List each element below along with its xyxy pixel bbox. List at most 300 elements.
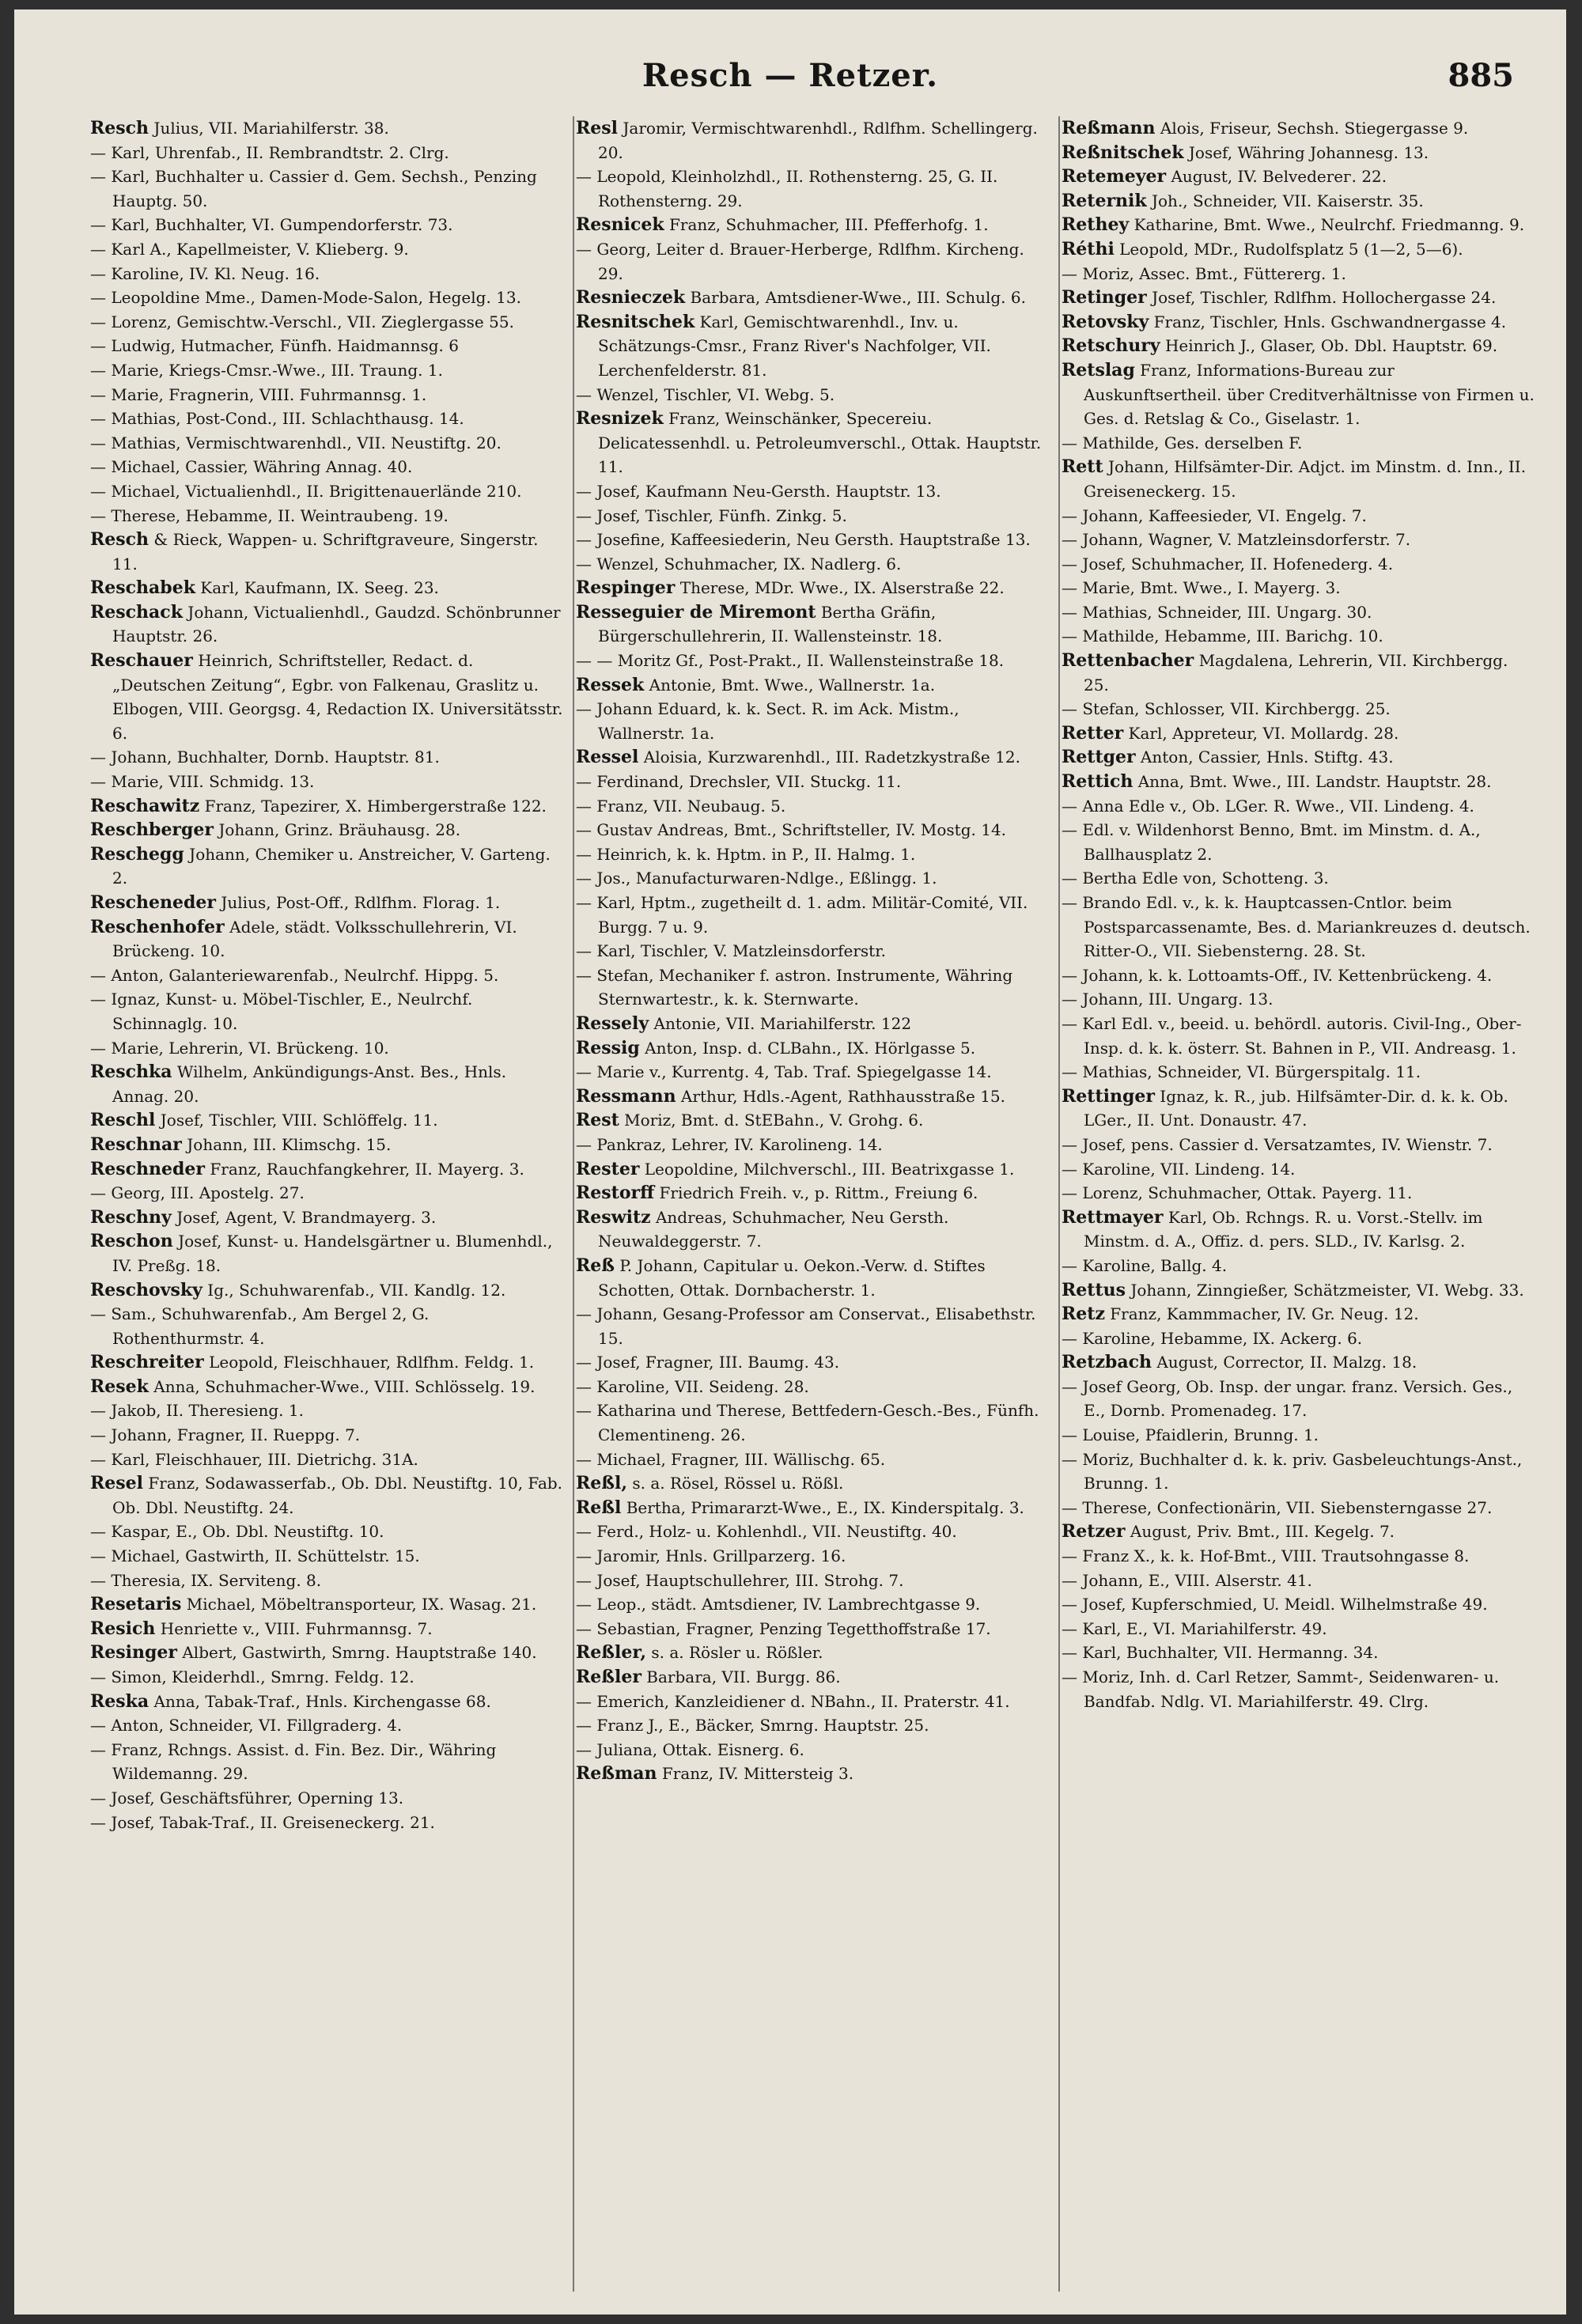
entry-text: — Karl, E., VI. Mariahilferstr. 49. bbox=[1062, 1618, 1327, 1638]
entry-text: — Josefine, Kaffeesiederin, Neu Gersth. Hauptstraße 13. bbox=[576, 530, 1031, 550]
entry-surname: Ressek bbox=[576, 674, 645, 695]
entry-text: — Lorenz, Gemischtw.-Verschl., VII. Zieglergasse 55. bbox=[90, 312, 514, 331]
directory-entry bbox=[576, 286, 1050, 310]
directory-entry bbox=[90, 141, 565, 165]
entry-surname: Rettich bbox=[1062, 771, 1134, 793]
entry-text: — Karl, Fleischhauer, III. Dietrichg. 31A. bbox=[90, 1449, 418, 1469]
entry-surname: Rethey bbox=[1062, 214, 1130, 236]
entry-text: — Moriz, Inh. d. Carl Retzer, Sammt-, Seidenwaren- u. Bandfab. Ndlg. VI. Mariahilferstr. 49. Clrg. bbox=[1062, 1667, 1500, 1711]
directory-entry bbox=[1062, 141, 1536, 165]
entry-text: — Karoline, Ballg. 4. bbox=[1062, 1255, 1228, 1275]
directory-entry bbox=[90, 987, 565, 1035]
directory-entry bbox=[90, 770, 565, 794]
entry-text: — Mathias, Schneider, III. Ungarg. 30. bbox=[1062, 602, 1372, 622]
entry-text: Johann, Victualienhdl., Gaudzd. Schönbrunner Hauptstr. 26. bbox=[112, 602, 561, 646]
entry-text: Wilhelm, Ankündigungs-Anst. Bes., Hnls. Annag. 20. bbox=[112, 1062, 507, 1106]
entry-text: Johann, Hilfsämter-Dir. Adjct. im Minstm. d. Inn., II. Greiseneckerg. 15. bbox=[1084, 457, 1527, 501]
entry-text: August, Corrector, II. Malzg. 18. bbox=[1151, 1353, 1417, 1372]
entry-text: — Karoline, VII. Lindeng. 14. bbox=[1062, 1159, 1296, 1179]
directory-entry bbox=[90, 891, 565, 915]
entry-text: Josef, Tischler, Rdlfhm. Hollochergasse 24. bbox=[1146, 288, 1497, 308]
directory-entry bbox=[576, 1084, 1050, 1109]
entry-text: P. Johann, Capitular u. Oekon.-Verw. d. Stiftes Schotten, Ottak. Dornbacherstr. 1. bbox=[598, 1255, 986, 1300]
entry-surname: Retzbach bbox=[1062, 1352, 1152, 1373]
directory-entry bbox=[1062, 1157, 1536, 1182]
directory-entry bbox=[1062, 649, 1536, 697]
directory-entry bbox=[90, 455, 565, 479]
directory-entry bbox=[1062, 1133, 1536, 1157]
directory-entry bbox=[1062, 1592, 1536, 1617]
entry-surname: Reschenhofer bbox=[90, 916, 225, 937]
entry-surname: Resinger bbox=[90, 1642, 177, 1664]
entry-surname: Resl bbox=[576, 118, 619, 138]
directory-entry bbox=[1062, 600, 1536, 625]
directory-entry bbox=[576, 1399, 1050, 1447]
directory-entry bbox=[576, 673, 1050, 698]
directory-entry bbox=[90, 1569, 565, 1593]
entry-text: — Therese, Hebamme, II. Weintraubeng. 19. bbox=[90, 505, 448, 525]
entry-text: Franz, Kammmacher, IV. Gr. Neug. 12. bbox=[1104, 1304, 1419, 1324]
entry-surname: Reschberger bbox=[90, 819, 214, 841]
entry-text: Anna, Tabak-Traf., Hnls. Kirchengasse 68. bbox=[149, 1691, 491, 1711]
entry-text: Barbara, Amtsdiener-Wwe., III. Schulg. 6. bbox=[685, 288, 1026, 308]
directory-entry bbox=[1062, 1012, 1536, 1060]
entry-text: — Marie v., Kurrentg. 4, Tab. Traf. Spiegelgasse 14. bbox=[576, 1062, 992, 1082]
entry-text: — Theresia, IX. Serviteng. 8. bbox=[90, 1570, 322, 1590]
directory-entry bbox=[576, 1350, 1050, 1375]
entry-surname: Reschauer bbox=[90, 650, 193, 672]
directory-entry bbox=[576, 1157, 1050, 1182]
entry-text: — Moriz, Assec. Bmt., Füttererg. 1. bbox=[1062, 263, 1346, 283]
entry-surname: Rettinger bbox=[1062, 1085, 1155, 1107]
entry-surname: Reßler bbox=[576, 1667, 642, 1687]
directory-entry bbox=[90, 915, 565, 963]
directory-entry bbox=[576, 528, 1050, 552]
directory-entry bbox=[576, 407, 1050, 479]
directory-entry bbox=[576, 818, 1050, 842]
entry-text: s. a. Rösel, Rössel u. Rößl. bbox=[627, 1474, 844, 1493]
entry-text: Julius, Post-Off., Rdlfhm. Florag. 1. bbox=[216, 893, 501, 912]
column-3 bbox=[1062, 116, 1536, 2299]
entry-text: — Kaspar, E., Ob. Dbl. Neustiftg. 10. bbox=[90, 1522, 384, 1542]
entry-text: — Johann, E., VIII. Alserstr. 41. bbox=[1062, 1570, 1312, 1590]
entry-text: — Franz J., E., Bäcker, Smrng. Hauptstr. 25. bbox=[576, 1716, 929, 1735]
entry-text: — Heinrich, k. k. Hptm. in P., II. Halmg. 1. bbox=[576, 844, 916, 864]
entry-text: — Marie, Fragnerin, VIII. Fuhrmannsg. 1. bbox=[90, 384, 427, 404]
entry-text: Heinrich J., Glaser, Ob. Dbl. Hauptstr. 69. bbox=[1160, 336, 1498, 356]
directory-entry bbox=[90, 528, 565, 576]
directory-entry bbox=[90, 334, 565, 358]
entry-surname: Retovsky bbox=[1062, 311, 1149, 332]
entry-text: Karl, Gemischtwarenhdl., Inv. u. Schätzungs-Cmsr., Franz River's Nachfolger, VII. Lerchenfelderstr. 81. bbox=[598, 312, 991, 380]
directory-entry bbox=[576, 1012, 1050, 1036]
directory-entry bbox=[90, 1592, 565, 1617]
entry-surname: Retslag bbox=[1062, 359, 1135, 380]
directory-entry bbox=[576, 1544, 1050, 1569]
directory-entry bbox=[1062, 1569, 1536, 1593]
directory-entry bbox=[576, 310, 1050, 383]
directory-entry bbox=[1062, 1278, 1536, 1303]
entry-surname: Rettger bbox=[1062, 747, 1136, 768]
directory-entry bbox=[90, 213, 565, 237]
directory-entry bbox=[90, 479, 565, 504]
directory-entry bbox=[576, 1592, 1050, 1617]
entry-text: August, IV. Belvederег. 22. bbox=[1166, 167, 1387, 187]
entry-surname: Resetaris bbox=[90, 1594, 182, 1615]
directory-entry bbox=[1062, 1084, 1536, 1133]
directory-entry bbox=[576, 649, 1050, 673]
entry-surname: Reternik bbox=[1062, 190, 1147, 211]
entry-surname: Retzer bbox=[1062, 1521, 1126, 1542]
directory-entry bbox=[576, 1108, 1050, 1133]
entry-text: Johann, Grinz. Bräuhausg. 28. bbox=[214, 820, 461, 840]
entry-text: Karl, Kaufmann, IX. Seeg. 23. bbox=[195, 578, 439, 598]
entry-text: Johann, III. Klimschg. 15. bbox=[181, 1134, 392, 1154]
entry-text: Karl, Appreteur, VI. Mollardg. 28. bbox=[1123, 723, 1399, 743]
entry-text: — Mathilde, Ges. derselben F. bbox=[1062, 433, 1303, 452]
entry-surname: Reschneder bbox=[90, 1158, 206, 1179]
entry-surname: Resnicek bbox=[576, 214, 664, 236]
entry-text: — Marie, VIII. Schmidg. 13. bbox=[90, 772, 315, 792]
entry-text: Jaromir, Vermischtwarenhdl., Rdlfhm. Schellingerg. 20. bbox=[598, 119, 1038, 162]
entry-text: — Mathias, Vermischtwarenhdl., VII. Neustiftg. 20. bbox=[90, 433, 501, 452]
entry-text: Franz, Schuhmacher, III. Pfefferhofg. 1. bbox=[664, 215, 989, 235]
directory-entry bbox=[90, 1060, 565, 1108]
entry-surname: Reßler, bbox=[576, 1642, 646, 1664]
entry-surname: Reß bbox=[576, 1255, 615, 1276]
entry-text: — Pankraz, Lehrer, IV. Karolineng. 14. bbox=[576, 1134, 883, 1154]
directory-entry bbox=[576, 237, 1050, 286]
directory-entry bbox=[576, 891, 1050, 939]
entry-surname: Reßl, bbox=[576, 1473, 628, 1494]
entry-text: Anton, Cassier, Hnls. Stiftg. 43. bbox=[1135, 748, 1394, 767]
directory-entry bbox=[576, 116, 1050, 165]
directory-entry bbox=[90, 165, 565, 213]
directory-entry bbox=[90, 842, 565, 891]
entry-text: — Johann, Buchhalter, Dornb. Hauptstr. 81. bbox=[90, 748, 440, 767]
entry-text: — Josef, Schuhmacher, II. Hofenederg. 4. bbox=[1062, 554, 1394, 573]
entry-text: — Michael, Fragner, III. Wällischg. 65. bbox=[576, 1449, 886, 1469]
directory-entry bbox=[1062, 1520, 1536, 1544]
directory-entry bbox=[1062, 1375, 1536, 1423]
entry-surname: Rettus bbox=[1062, 1279, 1126, 1300]
entry-text: — Mathilde, Hebamme, III. Barichg. 10. bbox=[1062, 626, 1383, 646]
directory-entry bbox=[576, 600, 1050, 649]
directory-entry bbox=[576, 1206, 1050, 1254]
entry-text: Franz, Rauchfangkehrer, II. Mayerg. 3. bbox=[205, 1159, 524, 1179]
entry-surname: Resel bbox=[90, 1473, 144, 1494]
entry-text: — Marie, Bmt. Wwe., I. Mayerg. 3. bbox=[1062, 578, 1341, 598]
directory-entry bbox=[1062, 697, 1536, 721]
directory-entry bbox=[1062, 1496, 1536, 1520]
directory-entry bbox=[1062, 1181, 1536, 1206]
directory-entry bbox=[90, 1423, 565, 1448]
entry-text: — Josef, Tabak-Traf., II. Greiseneckerg. 21. bbox=[90, 1812, 435, 1832]
entry-text: — Lorenz, Schuhmacher, Ottak. Payerg. 11. bbox=[1062, 1183, 1413, 1203]
entry-text: — Karl, Tischler, V. Matzleinsdorferstr. bbox=[576, 941, 886, 961]
entry-text: — Karl, Buchhalter, VI. Gumpendorferstr. 73. bbox=[90, 215, 453, 235]
directory-columns bbox=[90, 116, 1536, 2299]
directory-entry bbox=[576, 1133, 1050, 1157]
directory-page bbox=[14, 9, 1566, 2315]
entry-text: — Michael, Victualienhdl., II. Brigittenauerlände 210. bbox=[90, 481, 522, 501]
entry-text: Antonie, VII. Mariahilferstr. 122 bbox=[649, 1013, 912, 1033]
entry-surname: Reschka bbox=[90, 1062, 172, 1083]
entry-surname: Retter bbox=[1062, 722, 1124, 744]
directory-entry bbox=[90, 1617, 565, 1641]
directory-entry bbox=[1062, 1641, 1536, 1665]
directory-entry bbox=[576, 1738, 1050, 1762]
directory-entry bbox=[90, 358, 565, 383]
entry-text: Franz, Weinschänker, Specereiu. Delicatessenhdl. u. Petroleumverschl., Ottak. Hauptstr. 11. bbox=[598, 409, 1042, 477]
entry-text: Karl, Ob. Rchngs. R. u. Vorst.-Stellv. im Minstm. d. A., Offiz. d. pers. SLD., IV. Karlsg. 2. bbox=[1084, 1207, 1483, 1251]
directory-entry bbox=[1062, 262, 1536, 286]
entry-text: — Karoline, IV. Kl. Neug. 16. bbox=[90, 263, 320, 283]
entry-surname: Reska bbox=[90, 1690, 149, 1712]
entry-text: — Mathias, Schneider, VI. Bürgerspitalg. 11. bbox=[1062, 1062, 1421, 1082]
directory-entry bbox=[90, 237, 565, 262]
directory-entry bbox=[1062, 213, 1536, 237]
entry-text: — Franz, VII. Neubaug. 5. bbox=[576, 796, 786, 816]
directory-entry bbox=[90, 1713, 565, 1738]
directory-entry bbox=[1062, 818, 1536, 866]
entry-text: Alois, Friseur, Sechsh. Stiegergasse 9. bbox=[1155, 119, 1469, 138]
entry-surname: Resek bbox=[90, 1376, 149, 1397]
directory-entry bbox=[1062, 891, 1536, 963]
entry-text: — Karl, Buchhalter u. Cassier d. Gem. Sechsh., Penzing Hauptg. 50. bbox=[90, 167, 537, 210]
entry-surname: Reschnar bbox=[90, 1134, 182, 1155]
entry-surname: Resich bbox=[90, 1618, 156, 1639]
entry-text: — Ludwig, Hutmacher, Fünfh. Haidmannsg. 6 bbox=[90, 336, 459, 356]
directory-entry bbox=[576, 1181, 1050, 1206]
directory-entry bbox=[1062, 116, 1536, 141]
entry-text: — Josef, Hauptschullehrer, III. Strohg. 7. bbox=[576, 1570, 904, 1590]
entry-surname: Retemeyer bbox=[1062, 166, 1167, 187]
entry-text: — Michael, Cassier, Währing Annag. 40. bbox=[90, 457, 413, 477]
entry-text: Ig., Schuhwarenfab., VII. Kandlg. 12. bbox=[202, 1280, 506, 1300]
directory-entry bbox=[576, 1520, 1050, 1544]
directory-entry bbox=[576, 1665, 1050, 1690]
entry-surname: Reschreiter bbox=[90, 1352, 204, 1373]
directory-entry bbox=[90, 1544, 565, 1569]
entry-surname: Resseguier de Miremont bbox=[576, 601, 816, 623]
directory-entry bbox=[1062, 1448, 1536, 1496]
entry-text: — Karl A., Kapellmeister, V. Klieberg. 9. bbox=[90, 239, 409, 259]
entry-surname: Ressmann bbox=[576, 1085, 676, 1107]
entry-text: Leopold, MDr., Rudolfsplatz 5 (1—2, 5—6). bbox=[1114, 239, 1463, 259]
entry-surname: Reschawitz bbox=[90, 795, 200, 816]
entry-text: Friedrich Freih. v., p. Rittm., Freiung 6. bbox=[654, 1183, 978, 1203]
directory-entry bbox=[1062, 1617, 1536, 1641]
entry-text: — Ferdinand, Drechsler, VII. Stuckg. 11. bbox=[576, 772, 902, 792]
entry-text: Leopold, Fleischhauer, Rdlfhm. Feldg. 1. bbox=[203, 1353, 535, 1372]
entry-text: & Rieck, Wappen- u. Schriftgraveure, Singerstr. 11. bbox=[112, 530, 539, 573]
entry-surname: Reschegg bbox=[90, 843, 184, 865]
entry-text: Moriz, Bmt. d. StEBahn., V. Grohg. 6. bbox=[619, 1111, 924, 1130]
entry-text: — Karl Edl. v., beeid. u. behördl. autoris. Civil-Ing., Ober-Insp. d. k. k. österr. St. Bahnen in P., VII. Andreasg. 1. bbox=[1062, 1013, 1522, 1058]
entry-text: — Gustav Andreas, Bmt., Schriftsteller, IV. Mostg. 14. bbox=[576, 820, 1007, 840]
directory-entry bbox=[90, 1350, 565, 1375]
entry-text: Adele, städt. Volksschullehrerin, VI. Brückeng. 10. bbox=[112, 917, 517, 961]
entry-text: — Josef, Kaufmann Neu-Gersth. Hauptstr. 13. bbox=[576, 481, 941, 501]
directory-entry bbox=[576, 1302, 1050, 1350]
entry-surname: Reschack bbox=[90, 601, 183, 623]
entry-text: — Edl. v. Wildenhorst Benno, Bmt. im Minstm. d. A., Ballhausplatz 2. bbox=[1062, 820, 1481, 864]
directory-entry bbox=[1062, 1423, 1536, 1448]
entry-text: — Josef, pens. Cassier d. Versatzamtes, IV. Wienstr. 7. bbox=[1062, 1134, 1493, 1154]
entry-text: — Karl, Uhrenfab., II. Rembrandtstr. 2. Clrg. bbox=[90, 142, 449, 162]
entry-text: Heinrich, Schriftsteller, Redact. d. „Deutschen Zeitung“, Egbr. von Falkenau, Graslitz u. Elbogen, VIII. Georgsg. 4, Redaction IX. Universitätsstr. 6. bbox=[112, 651, 563, 743]
directory-entry bbox=[576, 1617, 1050, 1641]
directory-entry bbox=[1062, 1327, 1536, 1351]
entry-text: — Moriz, Buchhalter d. k. k. priv. Gasbeleuchtungs-Anst., Brunng. 1. bbox=[1062, 1449, 1523, 1493]
entry-text: — Juliana, Ottak. Eisnerg. 6. bbox=[576, 1739, 804, 1759]
entry-text: Anton, Insp. d. CLBahn., IX. Hörlgasse 5. bbox=[639, 1038, 976, 1058]
entry-surname: Réthi bbox=[1062, 238, 1115, 259]
directory-entry bbox=[90, 504, 565, 528]
directory-entry bbox=[576, 1375, 1050, 1399]
directory-entry bbox=[576, 745, 1050, 770]
entry-text: — Johann, III. Ungarg. 13. bbox=[1062, 990, 1274, 1009]
entry-text: Franz, Tapezirer, X. Himbergerstraße 122. bbox=[199, 796, 547, 816]
directory-entry bbox=[576, 1471, 1050, 1496]
entry-surname: Ressig bbox=[576, 1037, 640, 1058]
entry-text: — Josef, Geschäftsführer, Operning 13. bbox=[90, 1788, 404, 1807]
directory-entry bbox=[90, 383, 565, 407]
entry-text: Therese, MDr. Wwe., IX. Alserstraße 22. bbox=[675, 578, 1005, 598]
entry-surname: Reßmann bbox=[1062, 118, 1156, 138]
entry-text: — Wenzel, Tischler, VI. Webg. 5. bbox=[576, 384, 835, 404]
entry-surname: Rescheneder bbox=[90, 892, 217, 913]
directory-entry bbox=[1062, 431, 1536, 456]
entry-surname: Retinger bbox=[1062, 287, 1147, 308]
page-header bbox=[14, 57, 1566, 112]
entry-surname: Reschon bbox=[90, 1231, 173, 1252]
entry-surname: Rett bbox=[1062, 456, 1103, 478]
entry-text: — Johann, Wagner, V. Matzleinsdorferstr. 7. bbox=[1062, 530, 1411, 550]
entry-text: Franz, Sodawasserfab., Ob. Dbl. Neustiftg. 10, Fab. Ob. Dbl. Neustiftg. 24. bbox=[112, 1474, 563, 1517]
entry-surname: Resch bbox=[90, 529, 149, 551]
entry-text: — Johann Eduard, k. k. Sect. R. im Ack. Mistm., Wallnerstr. 1a. bbox=[576, 699, 959, 743]
directory-entry bbox=[576, 479, 1050, 504]
entry-text: — Karoline, Hebamme, IX. Ackerg. 6. bbox=[1062, 1328, 1363, 1348]
directory-entry bbox=[576, 697, 1050, 745]
directory-entry bbox=[1062, 286, 1536, 310]
entry-surname: Reschl bbox=[90, 1110, 156, 1131]
directory-entry bbox=[576, 1641, 1050, 1665]
entry-text: — Katharina und Therese, Bettfedern-Gesch.-Bes., Fünfh. Clementineng. 26. bbox=[576, 1401, 1039, 1445]
entry-text: — Leop., städt. Amtsdiener, IV. Lambrechtgasse 9. bbox=[576, 1595, 981, 1614]
directory-entry bbox=[1062, 1060, 1536, 1084]
directory-entry bbox=[576, 1713, 1050, 1738]
entry-text: — Leopold, Kleinholzhdl., II. Rothensterng. 25, G. II. Rothensterng. 29. bbox=[576, 167, 998, 210]
directory-entry bbox=[1062, 1254, 1536, 1278]
entry-text: — Stefan, Schlosser, VII. Kirchbergg. 25. bbox=[1062, 699, 1391, 719]
directory-entry bbox=[576, 504, 1050, 528]
directory-entry bbox=[90, 1448, 565, 1472]
entry-surname: Retschury bbox=[1062, 335, 1160, 357]
entry-text: Anna, Bmt. Wwe., III. Landstr. Hauptstr. 28. bbox=[1133, 772, 1492, 792]
directory-entry bbox=[90, 1036, 565, 1061]
directory-entry bbox=[1062, 721, 1536, 746]
entry-text: Bertha, Primararzt-Wwe., E., IX. Kinderspitalg. 3. bbox=[621, 1497, 1024, 1517]
directory-entry bbox=[90, 1181, 565, 1206]
entry-text: — Ferd., Holz- u. Kohlenhdl., VII. Neustiftg. 40. bbox=[576, 1522, 957, 1542]
directory-entry bbox=[90, 1738, 565, 1786]
entry-text: — Wenzel, Schuhmacher, IX. Nadlerg. 6. bbox=[576, 554, 902, 573]
entry-text: Franz, IV. Mittersteig 3. bbox=[657, 1764, 854, 1784]
entry-text: — Franz, Rchngs. Assist. d. Fin. Bez. Dir., Währing Wildemanng. 29. bbox=[90, 1739, 497, 1784]
directory-entry bbox=[576, 1690, 1050, 1714]
entry-text: — Sebastian, Fragner, Penzing Tegetthoffstraße 17. bbox=[576, 1618, 991, 1638]
entry-text: — Therese, Confectionärin, VII. Siebensterngasse 27. bbox=[1062, 1497, 1493, 1517]
directory-entry bbox=[576, 165, 1050, 213]
directory-entry bbox=[90, 1133, 565, 1157]
entry-surname: Reschovsky bbox=[90, 1279, 202, 1300]
directory-entry bbox=[1062, 1302, 1536, 1327]
directory-entry bbox=[90, 1278, 565, 1303]
entry-text: Julius, VII. Mariahilferstr. 38. bbox=[149, 119, 389, 138]
directory-entry bbox=[1062, 165, 1536, 189]
entry-text: — Josef, Fragner, III. Baumg. 43. bbox=[576, 1353, 840, 1372]
directory-entry bbox=[576, 1036, 1050, 1061]
directory-entry bbox=[90, 262, 565, 286]
entry-text: — Stefan, Mechaniker f. astron. Instrumente, Währing Sternwartestr., k. k. Sternwarte. bbox=[576, 965, 1013, 1009]
entry-text: — Johann, k. k. Lottoamts-Off., IV. Kettenbrückeng. 4. bbox=[1062, 965, 1493, 985]
entry-text: — Simon, Kleiderhdl., Smrng. Feldg. 12. bbox=[90, 1667, 414, 1686]
entry-text: — Franz X., k. k. Hof-Bmt., VIII. Trautsohngasse 8. bbox=[1062, 1546, 1470, 1566]
entry-text: — Anna Edle v., Ob. LGer. R. Wwe., VII. Lindeng. 4. bbox=[1062, 796, 1474, 816]
directory-entry bbox=[90, 1375, 565, 1399]
directory-entry bbox=[576, 866, 1050, 891]
directory-entry bbox=[1062, 1350, 1536, 1375]
entry-text: Andreas, Schuhmacher, Neu Gersth. Neuwaldeggerstr. 7. bbox=[598, 1207, 949, 1251]
entry-text: — Karl, Hptm., zugetheilt d. 1. adm. Militär-Comité, VII. Burgg. 7 u. 9. bbox=[576, 893, 1028, 937]
directory-entry bbox=[90, 431, 565, 456]
directory-entry bbox=[90, 407, 565, 431]
directory-entry bbox=[1062, 552, 1536, 577]
directory-entry bbox=[576, 939, 1050, 963]
entry-text: — Brando Edl. v., k. k. Hauptcassen-Cntlor. beim Postsparcassenamte, Bes. d. Mariankreuzes d. deutsch. Ritter-O., VII. Siebensterng. 28. St. bbox=[1062, 893, 1531, 961]
directory-entry bbox=[90, 1229, 565, 1277]
directory-entry bbox=[1062, 528, 1536, 552]
running-title: Resch — Retzer. bbox=[642, 57, 939, 94]
entry-text: Johann, Zinngießer, Schätzmeister, VI. Webg. 33. bbox=[1126, 1280, 1524, 1300]
directory-entry bbox=[1062, 237, 1536, 262]
entry-text: — Karl, Buchhalter, VII. Hermanng. 34. bbox=[1062, 1643, 1379, 1663]
entry-surname: Reßnitschek bbox=[1062, 142, 1184, 163]
entry-text: — Michael, Gastwirth, II. Schüttelstr. 15. bbox=[90, 1546, 420, 1566]
page-number: 885 bbox=[1448, 57, 1514, 94]
entry-text: Johann, Chemiker u. Anstreicher, V. Garteng. 2. bbox=[112, 844, 551, 888]
entry-text: — Louise, Pfaidlerin, Brunng. 1. bbox=[1062, 1425, 1319, 1445]
directory-entry bbox=[90, 600, 565, 649]
entry-text: — Ignaz, Kunst- u. Möbel-Tischler, E., Neulrchf. Schinnaglg. 10. bbox=[90, 990, 473, 1033]
entry-text: — Leopoldine Mme., Damen-Mode-Salon, Hegelg. 13. bbox=[90, 288, 521, 308]
entry-surname: Rettenbacher bbox=[1062, 650, 1194, 672]
entry-surname: Ressel bbox=[576, 747, 639, 768]
entry-text: — Josef, Tischler, Fünfh. Zinkg. 5. bbox=[576, 505, 847, 525]
entry-text: — Sam., Schuhwarenfab., Am Bergel 2, G. Rothenthurmstr. 4. bbox=[90, 1304, 430, 1348]
entry-surname: Reßman bbox=[576, 1763, 657, 1785]
entry-text: — Georg, III. Apostelg. 27. bbox=[90, 1183, 305, 1203]
entry-text: Leopoldine, Milchverschl., III. Beatrixgasse 1. bbox=[639, 1159, 1015, 1179]
entry-text: Antonie, Bmt. Wwe., Wallnerstr. 1a. bbox=[644, 675, 936, 695]
entry-text: August, Priv. Bmt., III. Kegelg. 7. bbox=[1125, 1522, 1395, 1542]
directory-entry bbox=[576, 576, 1050, 600]
entry-text: — Marie, Lehrerin, VI. Brückeng. 10. bbox=[90, 1038, 389, 1058]
entry-text: — Jakob, II. Theresieng. 1. bbox=[90, 1401, 304, 1421]
